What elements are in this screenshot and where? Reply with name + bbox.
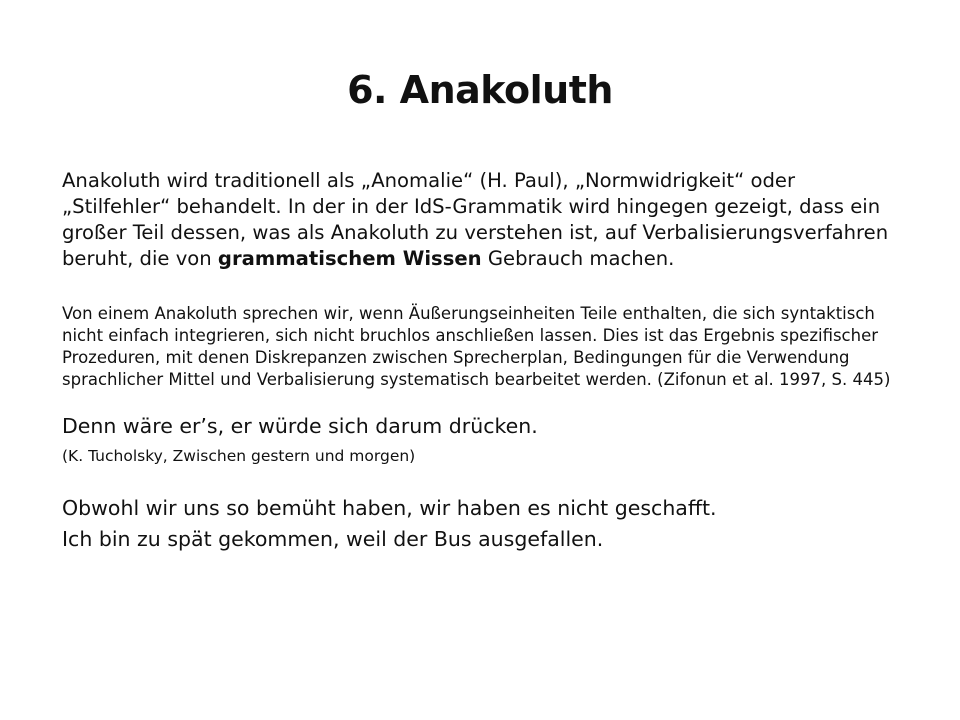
definition-quote: Von einem Anakoluth sprechen wir, wenn Äußerungseinheiten Teile enthalten, die sich syntaktisch nicht einfach integrieren, sich nicht bruchlos anschließen lassen. Dies ist das Ergebnis spezifischer Prozeduren, mit denen Diskrepanzen zwischen Sprecherplan, Bedingungen für die Verwendung sprachlicher Mittel und Verbalisierung systematisch bearbeitet werden. (Zifonun et al. 1997, S. 445) <box>62 304 891 389</box>
example-source: (K. Tucholsky, Zwischen gestern und morgen) <box>62 447 416 465</box>
intro-text: Anakoluth wird traditionell als „Anomalie“ (H. Paul), „Normwidrigkeit“ oder „Stilfehler“ behandelt. In der in der IdS-Grammatik wird hingegen gezeigt, dass ein großer Teil dessen, was als Anakoluth zu verstehen ist, auf Verbalisierungsverfahren beruht, die von <box>62 169 889 270</box>
example-weil: Ich bin zu spät gekommen, weil der Bus ausgefallen. <box>62 527 604 551</box>
intro-paragraph <box>62 168 902 272</box>
intro-bold-term: grammatischem Wissen <box>217 247 482 270</box>
example-tucholsky: Denn wäre er’s, er würde sich darum drücken. <box>62 414 538 438</box>
slide-body <box>62 168 902 555</box>
example-group <box>62 493 902 555</box>
slide-title: 6. Anakoluth <box>347 68 613 112</box>
intro-text-end: Gebrauch machen. <box>481 247 675 270</box>
example-obwohl: Obwohl wir uns so bemüht haben, wir haben es nicht geschafft. <box>62 496 717 520</box>
